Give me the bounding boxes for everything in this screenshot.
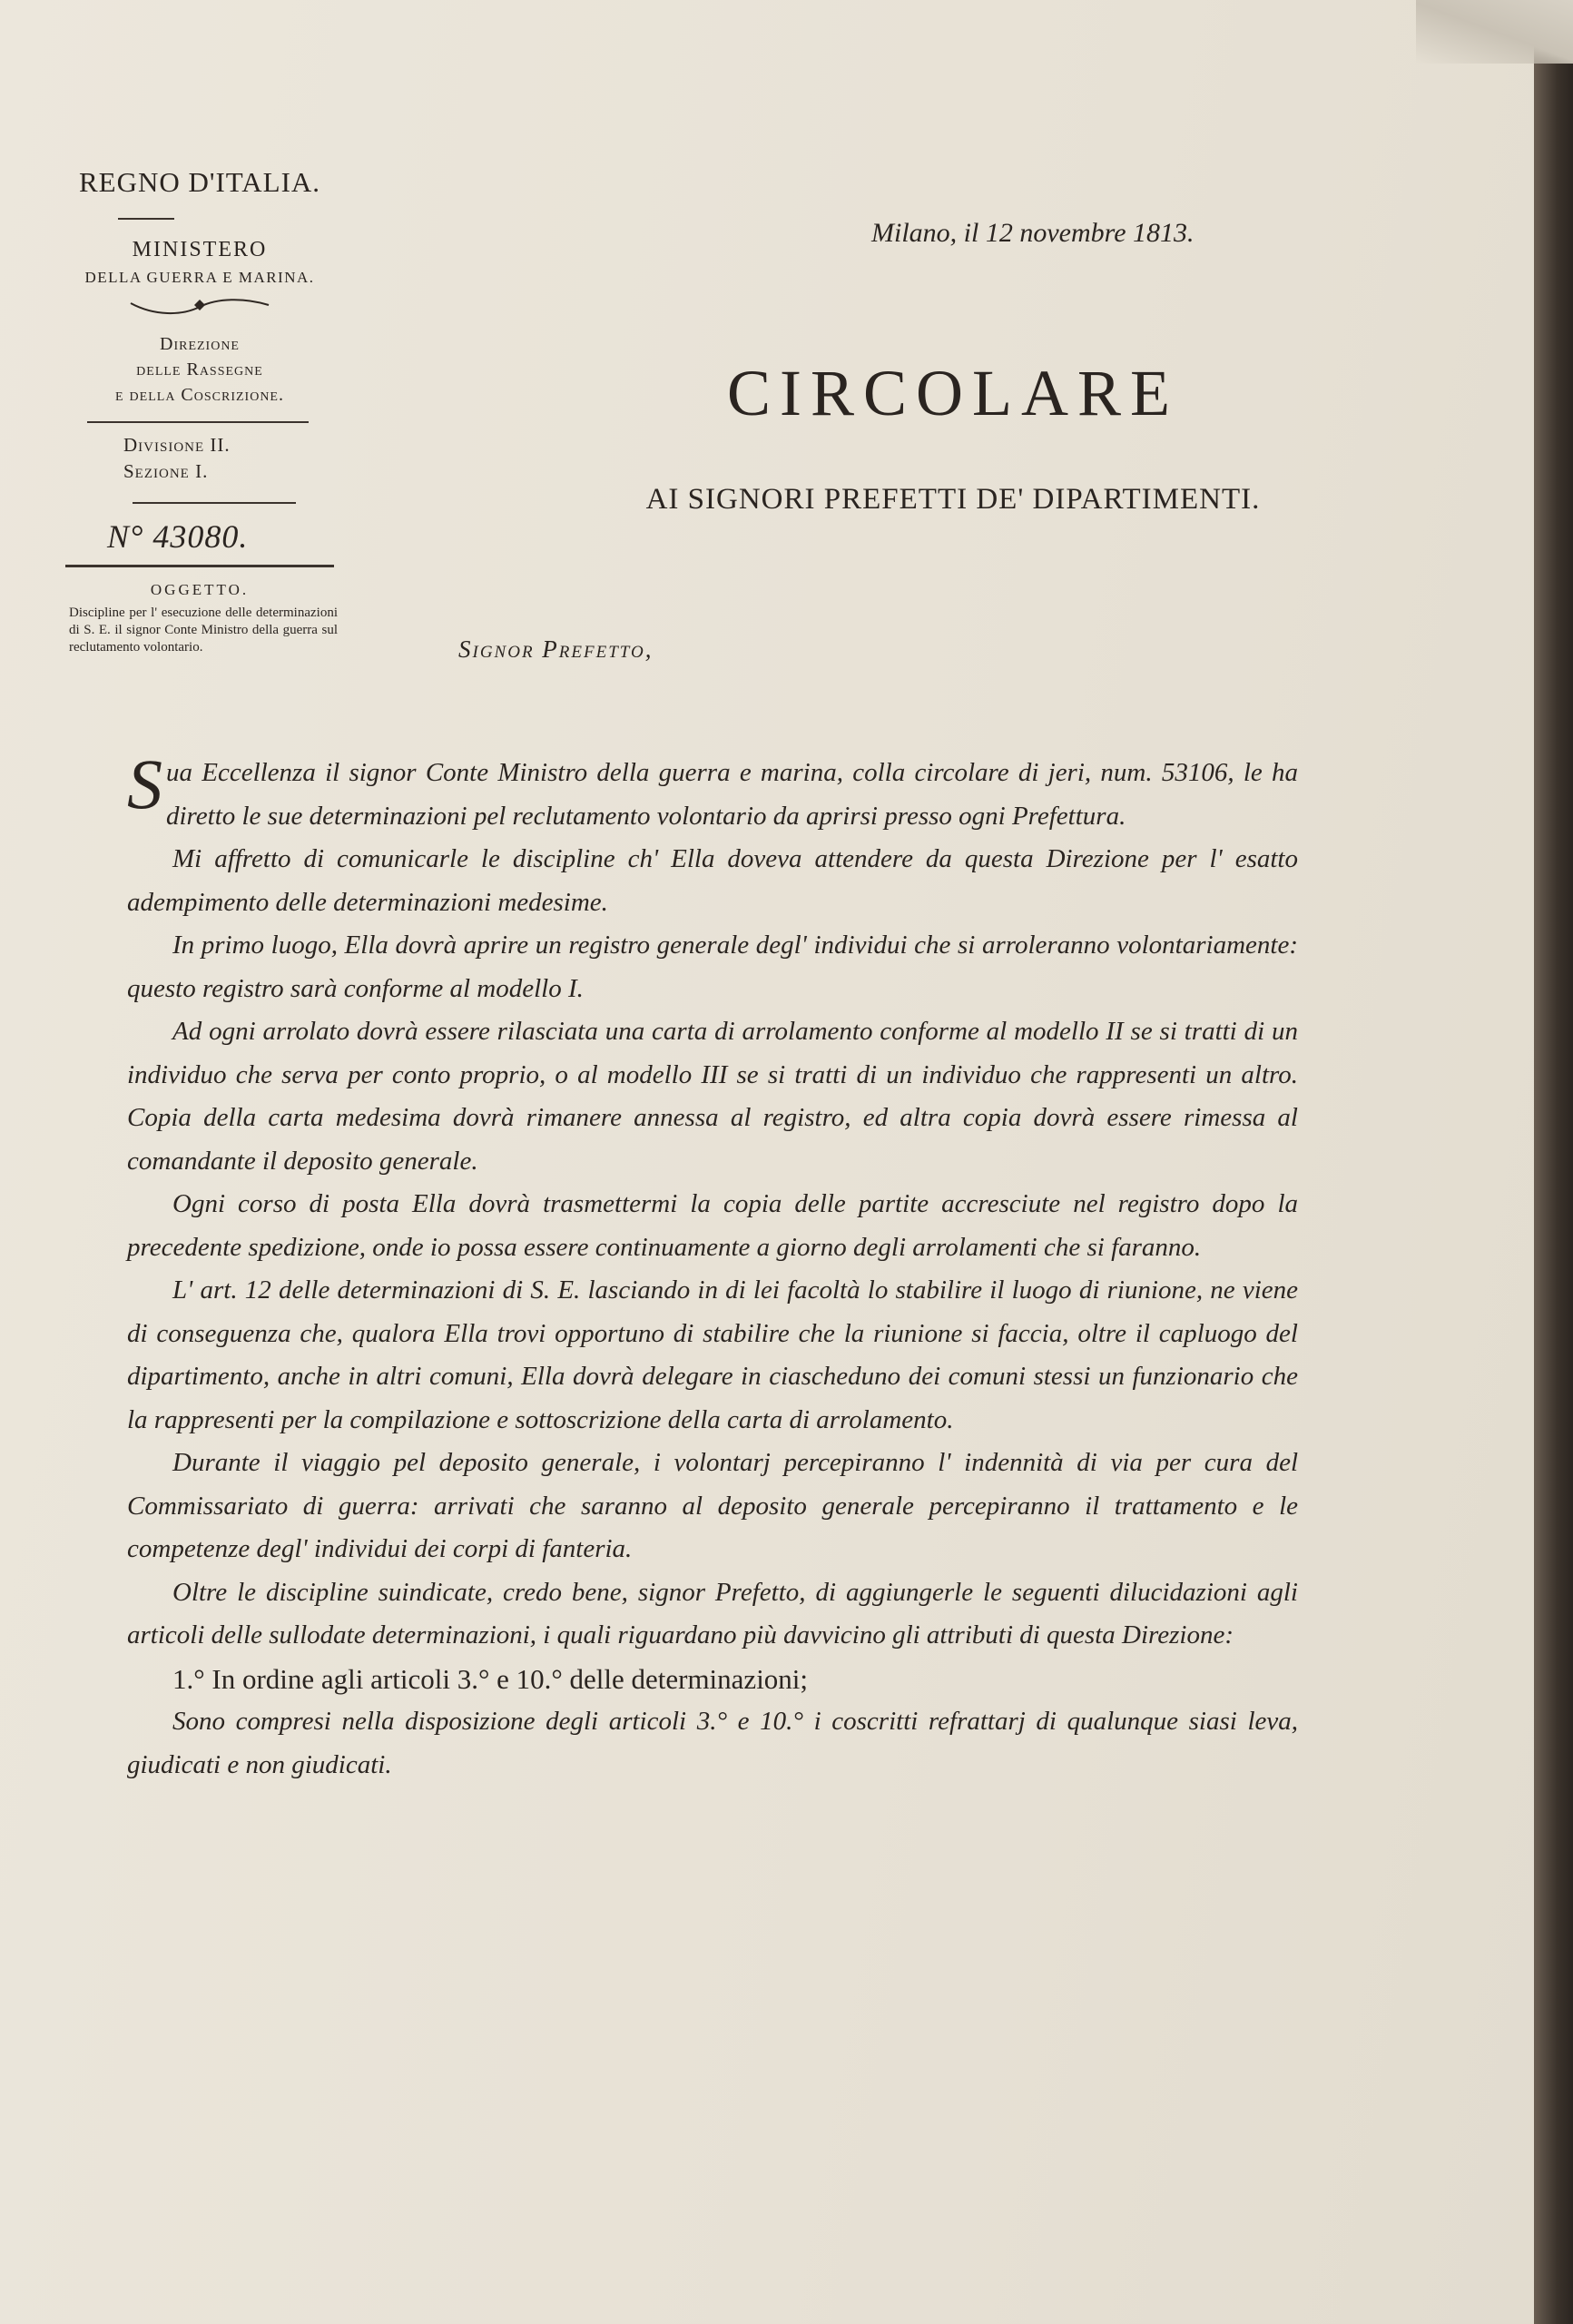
protocol-number: N° 43080. bbox=[107, 518, 249, 555]
body-paragraph bbox=[127, 744, 1298, 838]
divider-rule bbox=[133, 502, 296, 504]
ornament-flourish bbox=[127, 292, 272, 320]
divider-rule bbox=[87, 421, 309, 423]
article-heading: 1.° In ordine agli articoli 3.° e 10.° delle determinazioni; bbox=[172, 1662, 809, 1695]
paragraph-text: ua Eccellenza il signor Conte Ministro della guerra e marina, colla circolare di jeri, num. 53106, le ha diretto le sue determinazioni pel reclutamento volontario da aprirsi presso ogni Prefettura. bbox=[166, 758, 1298, 831]
addressee-line: AI SIGNORI PREFETTI DE' DIPARTIMENTI. bbox=[645, 483, 1261, 516]
divider-rule bbox=[65, 565, 334, 567]
document-date: Milano, il 12 novembre 1813. bbox=[871, 218, 1194, 248]
body-paragraph: Durante il viaggio pel deposito generale, i volontarj percepiranno l' indennità di via per cura del Commissariato di guerra: arrivati che saranno al deposito generale percepiranno il trattamento e le competenze degl' individui dei corpi di fanteria. bbox=[127, 1448, 1298, 1563]
page-fold bbox=[1416, 0, 1573, 64]
body-paragraph: Mi affretto di comunicarle le discipline ch' Ella doveva attendere da questa Direzione per l' esatto adempimento delle determinazioni medesime. bbox=[127, 844, 1298, 917]
body-paragraph: Oltre le discipline suindicate, credo bene, signor Prefetto, di aggiungerle le seguenti dilucidazioni agli articoli delle sullodate determinazioni, i quali riguardano più davvicino gli attributi di questa Direzione: bbox=[127, 1577, 1298, 1649]
document-title: CIRCOLARE bbox=[726, 357, 1180, 429]
subject-text: Discipline per l' esecuzione delle determinazioni di S. E. il signor Conte Ministro della guerra sul reclutamento volontario. bbox=[69, 606, 338, 655]
drop-cap: S bbox=[127, 744, 162, 823]
article-text: Sono compresi nella disposizione degli articoli 3.° e 10.° i coscritti refrattarj di qualunque siasi leva, giudicati e non giudicati. bbox=[127, 1707, 1298, 1779]
directorate-line-2: delle Rassegne bbox=[136, 359, 263, 379]
body-paragraph: Ogni corso di posta Ella dovrà trasmettermi la copia delle partite accresciute nel registro dopo la precedente spedizione, onde io possa essere continuamente a giorno degli arrolamenti che si faranno. bbox=[127, 1189, 1298, 1262]
body-paragraph: Ad ogni arrolato dovrà essere rilasciata una carta di arrolamento conforme al modello II se si tratti di un individuo che serva per conto proprio, o al modello III se si tratti di un individuo che rappresenti un altro. Copia della carta medesima dovrà rimanere annessa al registro, ed altra copia dovrà essere rimessa al comandante il deposito generale. bbox=[127, 1017, 1298, 1176]
section-label: Sezione I. bbox=[123, 460, 209, 482]
body-paragraph: In primo luogo, Ella dovrà aprire un registro generale degl' individui che si arroleranno volontariamente: questo registro sarà conforme al modello I. bbox=[127, 931, 1298, 1003]
letter-body bbox=[127, 744, 1298, 1787]
kingdom-heading: REGNO D'ITALIA. bbox=[78, 166, 321, 198]
page-edge-shadow bbox=[1534, 0, 1573, 2324]
salutation: Signor Prefetto, bbox=[458, 635, 654, 663]
divider-rule bbox=[118, 218, 174, 220]
directorate-line-3: e della Coscrizione. bbox=[115, 385, 284, 405]
subject-label: OGGETTO. bbox=[150, 581, 250, 598]
division-label: Divisione II. bbox=[123, 434, 231, 456]
ministry-name: MINISTERO bbox=[132, 238, 268, 261]
ministry-subtitle: DELLA GUERRA E MARINA. bbox=[84, 269, 315, 286]
body-paragraph: L' art. 12 delle determinazioni di S. E. lasciando in di lei facoltà lo stabilire il luogo di riunione, ne viene di conseguenza che, qualora Ella trovi opportuno di stabilire che la riunione si faccia, oltre il capluogo del dipartimento, anche in altri comuni, Ella dovrà delegare in ciascheduno dei comuni stessi un funzionario che la rappresenti per la compilazione e sottoscrizione della carta di arrolamento. bbox=[127, 1275, 1298, 1434]
directorate-line-1: Direzione bbox=[160, 334, 240, 354]
